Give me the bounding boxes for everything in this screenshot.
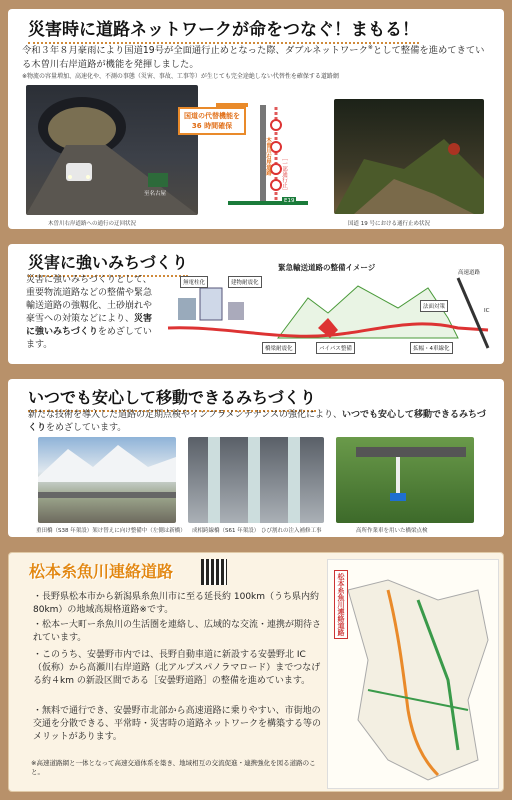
crack-repair-illustration <box>188 437 324 523</box>
closure-label: ［一部通行止］ <box>281 155 287 194</box>
bridge-inspection-illustration <box>336 437 474 523</box>
tag-no-pole: 無電柱化 <box>180 276 208 288</box>
tunnel-photo <box>26 85 198 215</box>
bridge-inspection-photo <box>336 437 474 523</box>
caption-closure: 国道 19 号における通行止め状況 <box>348 221 430 227</box>
bullet-1: ・長野県松本市から新潟県糸魚川市に至る延長約 100km（うち県内約 80km）の地域高規格道路※です。 <box>33 592 320 615</box>
caption-detour: 木曽川右岸道路への通行の迂回状況 <box>48 221 137 227</box>
section1-body-b: として整備を進めてきている木曽川右岸道路が機能を発揮しました。 <box>22 45 485 71</box>
section1-title: 災害時に道路ネットワークが命をつなぐ！まもる！ <box>28 15 419 44</box>
section2-body-2: をめざしています。 <box>26 327 152 350</box>
tag-widen: 拡幅・4車線化 <box>410 342 453 354</box>
detour-map-graphic <box>188 85 328 215</box>
bullet-2: ・松本ー大町ー糸魚川の生活圏を連絡し、広域的な交流・連携が期待されています。 <box>33 620 322 643</box>
nagoya-label: 至名古屋 <box>144 191 167 197</box>
section3-body <box>28 409 488 435</box>
section2-body-bold: 災害に強いみちづくり <box>26 314 153 337</box>
section-disaster-network <box>8 9 504 229</box>
tag-bridge: 橋梁耐震化 <box>262 342 296 354</box>
caption-bridge-rebuild: 重田橋（S38 年架設）架け替えに向け整備中（左側は新橋） <box>36 528 186 534</box>
callout-line2: 36 時間確保 <box>191 122 233 130</box>
section2-body <box>26 274 154 352</box>
bullet-1-text: 長野県松本市から新潟県糸魚川市に至る延長約 100km（うち県内約 80km）の地域高規格道路※です。 <box>33 592 320 615</box>
section2-title: 災害に強いみちづくり <box>28 250 188 277</box>
section3-body-1: 新たな技術を導入した道路の定期点検やインフラメンテナンスの強化により、 <box>28 410 343 420</box>
section4-title: 松本糸魚川連絡道路 <box>29 562 174 581</box>
section1-note: ※物流の容量増加、高速化や、不測の事態（災害、事故、工事等）が生じても完全途絶しない代替性を確保する道路網 <box>22 73 339 80</box>
bridge-rebuild-illustration <box>38 437 176 523</box>
tag-expressway: 高速道路 <box>458 270 481 276</box>
caption-inspection: 高所作業車を用いた橋梁点検 <box>356 528 428 534</box>
qr-code[interactable] <box>201 559 227 585</box>
section1-body-sup: ※ <box>367 44 373 51</box>
section-matsumoto-itoigawa <box>8 552 504 792</box>
section2-body-1: 災害に強いみちづくりとして、重要物流道路などの整備や緊急輸送道路の強靱化、土砂崩れや豪雪への対策などにより、 <box>26 275 153 324</box>
tag-slope: 法面対策 <box>420 300 448 312</box>
bullet-3-text: このうち、安曇野市内では、長野自動車道に新設する安曇野北 IC（仮称）から高瀬川右岸道路（北アルプスパノラマロード）までつなげる約４km の新設区間である［安曇野道路］の整備を進めています。 <box>33 650 321 686</box>
bullet-4: ・無料で通行でき、安曇野市北部から高速道路に乗りやすい、市街地の交通を分散できる、平常時・災害時の道路ネットワークを構築する等のメリットがあります。 <box>33 706 322 742</box>
section-disaster-resilient <box>8 244 504 364</box>
section3-title: いつでも安心して移動できるみちづくり <box>28 385 316 412</box>
bullet-4-text: 無料で通行でき、安曇野市北部から高速道路に乗りやすい、市街地の交通を分散できる、平常時・災害時の道路ネットワークを構築する等のメリットがあります。 <box>33 706 322 742</box>
tunnel-illustration <box>26 85 198 215</box>
tag-building: 建物耐震化 <box>228 276 262 288</box>
bullet-3: ・このうち、安曇野市内では、長野自動車道に新設する安曇野北 IC（仮称）から高瀬川右岸道路（北アルプスパノラマロード）までつなげる約４km の新設区間である［安曇野道路］の整備を進めています。 <box>33 650 321 686</box>
callout-line1: 国道の代替機能を <box>184 112 240 120</box>
crack-repair-photo <box>188 437 324 523</box>
route-map-graphic <box>328 560 498 788</box>
bullet-2-text: 松本ー大町ー糸魚川の生活圏を連絡し、広域的な交流・連携が期待されています。 <box>33 620 322 643</box>
diagram-title: 緊急輸送道路の整備イメージ <box>278 263 376 272</box>
landslide-illustration <box>334 99 484 214</box>
section-safe-mobility <box>8 379 504 537</box>
section1-body-a: 令和３年８月豪雨により国道19号が全面通行止めとなった際、ダブルネットワーク <box>22 45 368 57</box>
emergency-road-diagram <box>158 258 498 358</box>
section4-footnote: ※高速道路網と一体となって高速交通体系を築き、地域相互の交流促進・連携強化を図る道路のこと。 <box>31 759 316 776</box>
section1-body <box>22 41 492 72</box>
e19-badge: E19 <box>284 198 295 204</box>
tag-bypass: バイパス整備 <box>316 342 355 354</box>
tag-ic: IC <box>484 308 490 314</box>
route-map-label: 松本糸魚川連絡道路 <box>334 570 348 639</box>
detour-map <box>184 85 328 215</box>
landslide-photo <box>334 99 484 214</box>
section3-body-bold: いつでも安心して移動できるみちづくり <box>28 410 486 433</box>
bridge-rebuild-photo <box>38 437 176 523</box>
substitute-callout <box>178 107 246 135</box>
route-map <box>327 559 499 789</box>
caption-crack-repair: 成相跨線橋（S61 年架設） ひび割れの注入補修工事 <box>192 528 322 534</box>
section3-body-2: をめざしています。 <box>46 423 127 433</box>
kisogawa-road-label: 木曽川右岸道路 <box>265 137 271 176</box>
